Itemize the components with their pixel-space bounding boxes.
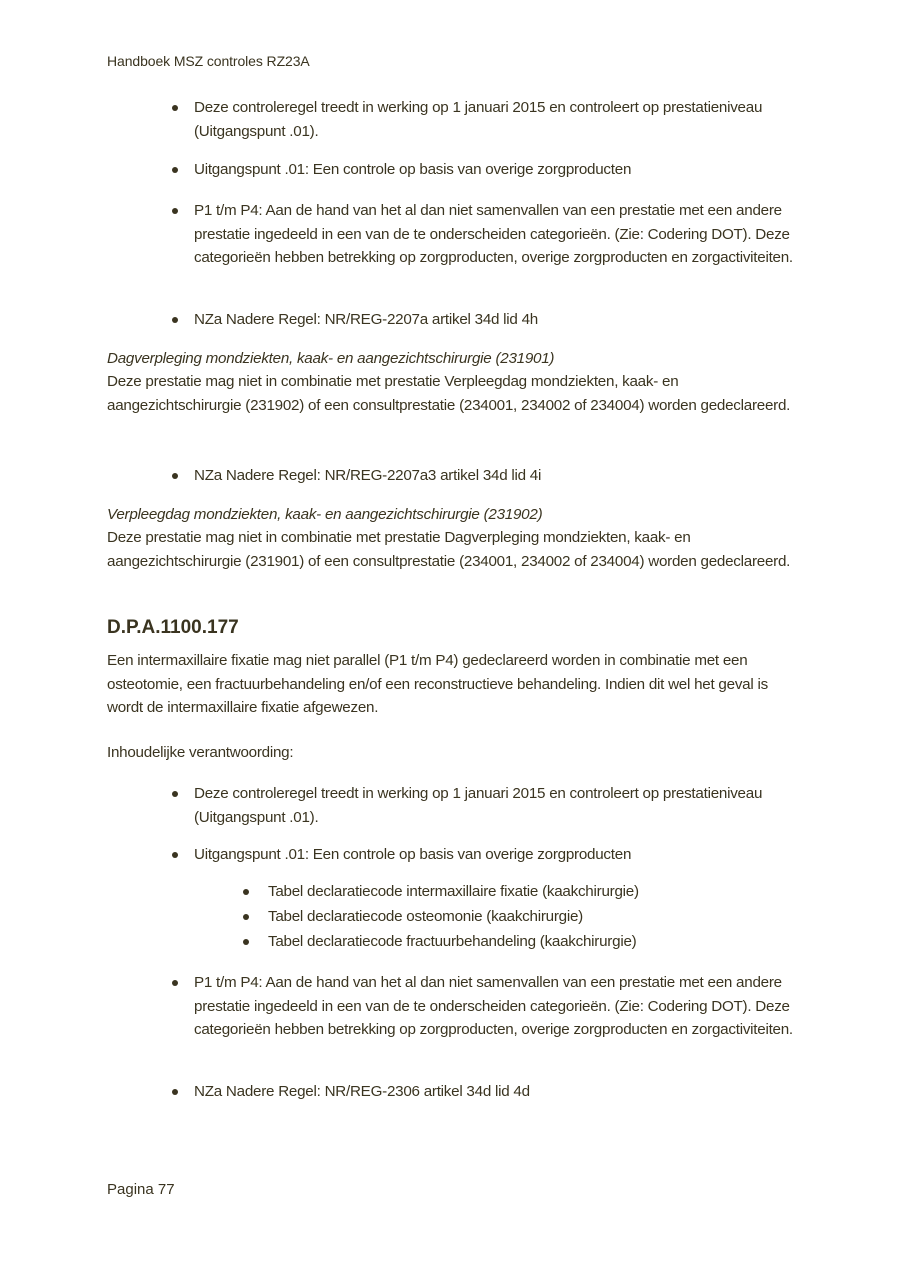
list-item-text: NZa Nadere Regel: NR/REG-2306 artikel 34d lid 4d [194,1083,530,1100]
list-item-text: NZa Nadere Regel: NR/REG-2207a artikel 34d lid 4h [194,311,538,328]
running-header: Handboek MSZ controles RZ23A [107,53,310,69]
paragraph: Deze prestatie mag niet in combinatie met prestatie Dagverpleging mondziekten, kaak- en aangezichtschirurgie (231901) of een consultprestatie (234001, 234002 of 234004) worden gedeclareerd. [107,529,791,570]
subsection-title: Dagverpleging mondziekten, kaak- en aangezichtschirurgie (231901) [107,350,555,367]
list-item-text: Deze controleregel treedt in werking op 1 januari 2015 en controleert op prestatieniveau (Uitgangspunt .01). [194,99,763,140]
list-item-text: P1 t/m P4: Aan de hand van het al dan niet samenvallen van een prestatie met een andere prestatie ingedeeld in een van de te onderscheiden categorieën. (Zie: Codering DOT). Deze categorieën hebben betrekking op zorgproducten, overige zorgproducten en zorgactiviteiten. [194,202,793,266]
list-item-text: P1 t/m P4: Aan de hand van het al dan niet samenvallen van een prestatie met een andere prestatie ingedeeld in een van de te onderscheiden categorieën. (Zie: Codering DOT). Deze categorieën hebben betrekking op zorgproducten, overige zorgproducten en zorgactiviteiten. [194,974,793,1038]
list-item-text: Uitgangspunt .01: Een controle op basis van overige zorgproducten [194,846,632,863]
list-item-text: Tabel declaratiecode osteomonie (kaakchirurgie) [268,908,583,925]
paragraph: Deze prestatie mag niet in combinatie met prestatie Verpleegdag mondziekten, kaak- en aangezichtschirurgie (231902) of een consultprestatie (234001, 234002 of 234004) worden gedeclareerd. [107,373,791,414]
list-item-text: Deze controleregel treedt in werking op 1 januari 2015 en controleert op prestatieniveau (Uitgangspunt .01). [194,785,763,826]
page-number: Pagina 77 [107,1181,175,1198]
section-heading: D.P.A.1100.177 [107,617,239,638]
paragraph: Een intermaxillaire fixatie mag niet parallel (P1 t/m P4) gedeclareerd worden in combinatie met een osteotomie, een fractuurbehandeling en/of een reconstructieve behandeling. Indien dit wel het geval is wordt de intermaxillaire fixatie afgewezen. [107,652,768,716]
list-item-text: Tabel declaratiecode fractuurbehandeling (kaakchirurgie) [268,933,637,950]
paragraph-label: Inhoudelijke verantwoording: [107,744,294,761]
list-item-text: Uitgangspunt .01: Een controle op basis van overige zorgproducten [194,161,632,178]
subsection-title: Verpleegdag mondziekten, kaak- en aangezichtschirurgie (231902) [107,506,543,523]
list-item-text: Tabel declaratiecode intermaxillaire fixatie (kaakchirurgie) [268,883,639,900]
list-item-text: NZa Nadere Regel: NR/REG-2207a3 artikel 34d lid 4i [194,467,542,484]
